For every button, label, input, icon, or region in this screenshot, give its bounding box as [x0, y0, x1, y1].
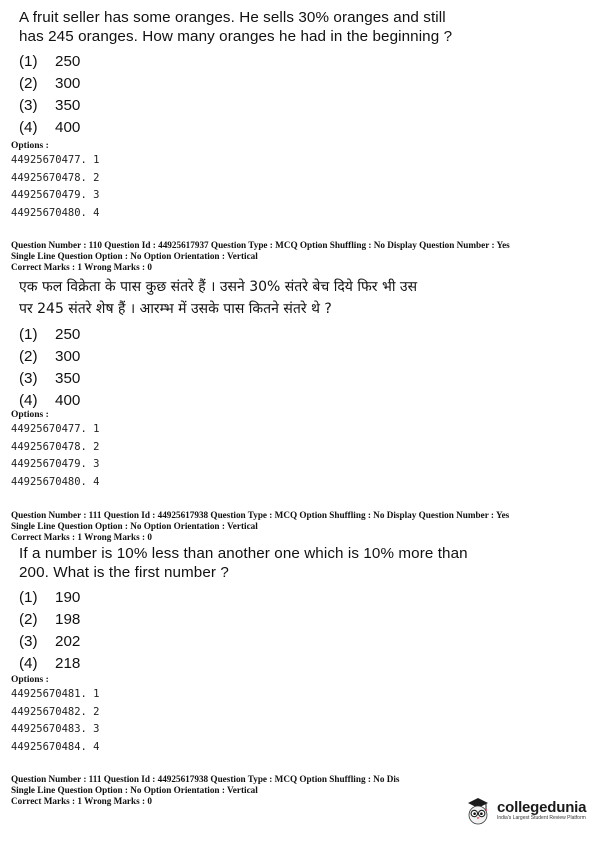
option-id: 44925670479. 3	[11, 189, 100, 201]
choice-number: (4)	[19, 655, 38, 672]
question-text	[19, 8, 579, 46]
question-line: 200. What is the first number ?	[19, 564, 229, 581]
choice-number: (4)	[19, 392, 38, 409]
choice-number: (1)	[19, 53, 38, 70]
question-meta-111	[11, 510, 586, 542]
options-list-2	[11, 409, 100, 491]
meta-line: Question Number : 110 Question Id : 44925617937 Question Type : MCQ Option Shuffling : No Display Question Number : Yes	[11, 240, 510, 250]
answer-choices	[19, 51, 579, 139]
answer-choice	[19, 368, 579, 390]
meta-line: Correct Marks : 1 Wrong Marks : 0	[11, 261, 152, 272]
meta-line: Correct Marks : 1 Wrong Marks : 0	[11, 531, 152, 542]
question-line: पर 245 संतरे शेष हैं । आरम्भ में उसके पास कितने संतरे थे ?	[19, 301, 332, 317]
option-id: 44925670477. 1	[11, 154, 100, 166]
options-label: Options :	[11, 675, 49, 685]
question-block-1	[19, 8, 579, 139]
choice-value: 250	[55, 53, 81, 70]
option-id: 44925670480. 4	[11, 206, 100, 219]
answer-choice	[19, 609, 579, 631]
options-label: Options :	[11, 410, 49, 420]
answer-choice	[19, 73, 579, 95]
choice-number: (1)	[19, 589, 38, 606]
answer-choices	[19, 587, 579, 675]
answer-choice	[19, 653, 579, 675]
answer-choice	[19, 95, 579, 117]
answer-choice	[19, 346, 579, 368]
answer-choice	[19, 117, 579, 139]
choice-value: 198	[55, 611, 81, 628]
option-id: 44925670477. 1	[11, 423, 100, 435]
choice-number: (3)	[19, 633, 38, 650]
question-line: एक फल विक्रेता के पास कुछ संतरे हैं । उसने 30% संतरे बेच दिये फिर भी उस	[19, 279, 418, 295]
answer-choice	[19, 51, 579, 73]
question-line: If a number is 10% less than another one which is 10% more than	[19, 545, 468, 562]
question-line: has 245 oranges. How many oranges he had in the beginning ?	[19, 28, 453, 45]
meta-line: Single Line Question Option : No Option Orientation : Vertical	[11, 784, 258, 795]
choice-number: (2)	[19, 348, 38, 365]
choice-value: 202	[55, 633, 81, 650]
option-id: 44925670483. 3	[11, 723, 100, 735]
answer-choice	[19, 631, 579, 653]
question-line: A fruit seller has some oranges. He sells 30% oranges and still	[19, 9, 446, 26]
option-id: 44925670482. 2	[11, 705, 100, 718]
choice-value: 350	[55, 370, 81, 387]
option-id: 44925670484. 4	[11, 740, 100, 753]
meta-line: Correct Marks : 1 Wrong Marks : 0	[11, 795, 152, 806]
choice-number: (3)	[19, 97, 38, 114]
option-id: 44925670481. 1	[11, 688, 100, 700]
options-label: Options :	[11, 141, 49, 151]
choice-value: 190	[55, 589, 81, 606]
meta-line: Single Line Question Option : No Option Orientation : Vertical	[11, 250, 258, 261]
answer-choice	[19, 390, 579, 412]
question-text	[19, 544, 579, 582]
choice-value: 300	[55, 75, 81, 92]
collegedunia-logo	[462, 792, 590, 828]
answer-choices	[19, 324, 579, 412]
answer-choice	[19, 587, 579, 609]
options-list-1	[11, 140, 100, 222]
meta-line: Single Line Question Option : No Option Orientation : Vertical	[11, 520, 258, 531]
choice-number: (1)	[19, 326, 38, 343]
question-meta-110	[11, 240, 586, 272]
logo-name: collegedunia	[497, 799, 587, 816]
choice-value: 300	[55, 348, 81, 365]
choice-number: (3)	[19, 370, 38, 387]
option-id: 44925670478. 2	[11, 171, 100, 184]
meta-line: Question Number : 111 Question Id : 44925617938 Question Type : MCQ Option Shuffling : No Display Question Number : Yes	[11, 510, 510, 520]
question-text	[19, 276, 579, 320]
question-block-2	[19, 276, 579, 412]
answer-choice	[19, 324, 579, 346]
option-id: 44925670478. 2	[11, 440, 100, 453]
question-block-3	[19, 544, 579, 675]
meta-line: Question Number : 111 Question Id : 44925617938 Question Type : MCQ Option Shuffling : No Dis	[11, 774, 400, 784]
owl-mascot-icon	[462, 794, 494, 826]
choice-value: 400	[55, 119, 81, 136]
choice-number: (2)	[19, 75, 38, 92]
option-id: 44925670480. 4	[11, 475, 100, 488]
option-id: 44925670479. 3	[11, 458, 100, 470]
choice-number: (2)	[19, 611, 38, 628]
logo-tagline: India's Largest Student Review Platform	[497, 815, 586, 821]
choice-number: (4)	[19, 119, 38, 136]
choice-value: 400	[55, 392, 81, 409]
choice-value: 350	[55, 97, 81, 114]
options-list-3	[11, 674, 100, 756]
choice-value: 250	[55, 326, 81, 343]
logo-text	[497, 799, 586, 821]
choice-value: 218	[55, 655, 81, 672]
